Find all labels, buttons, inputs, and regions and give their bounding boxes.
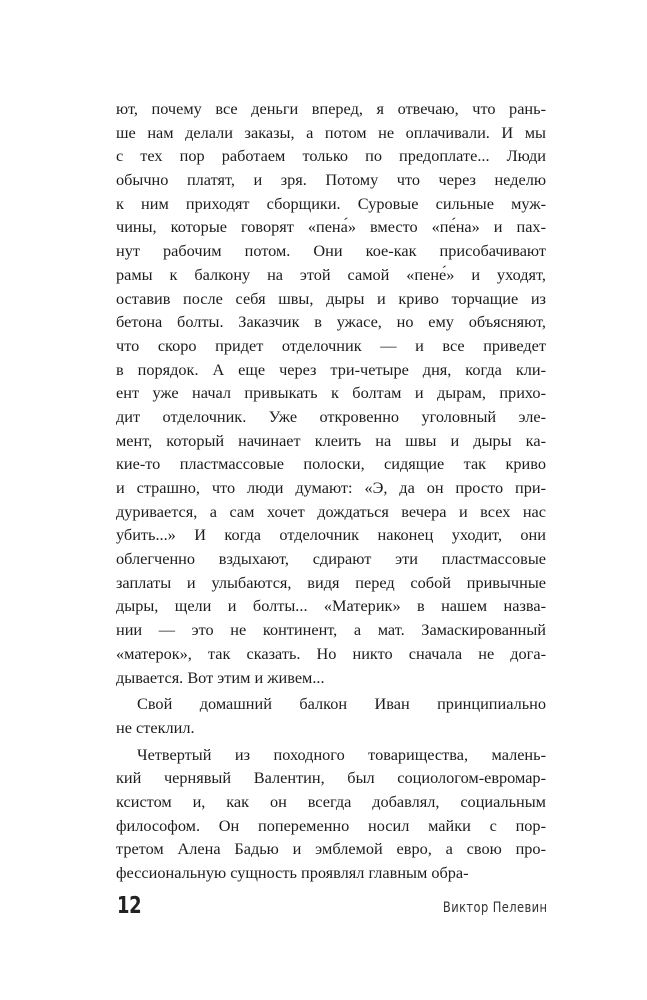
text-line: дыры, щели и болты... «Материк» в нашем назва-	[116, 596, 546, 616]
paragraph	[116, 692, 546, 739]
paragraph	[116, 97, 546, 689]
text-line: что скоро придет отделочник — и все приведет	[116, 335, 546, 355]
text-line: кие-то пластмассовые полоски, сидящие так криво	[116, 454, 546, 474]
text-line: не стеклил.	[116, 717, 195, 737]
text-line: ше нам делали заказы, а потом не оплачивали. И мы	[116, 122, 546, 142]
text-line: нут рабочим потом. Они кое-как присобачивают	[116, 241, 546, 261]
text-line: Свой домашний балкон Иван принципиально	[137, 694, 546, 714]
text-line: и страшно, что люди думают: «Э, да он просто при-	[116, 478, 546, 497]
text-line: заплаты и улыбаются, видя перед собой привычные	[116, 572, 546, 592]
text-line: Четвертый из походного товарищества, малень-	[137, 744, 546, 764]
running-head-author: Виктор Пелевин	[442, 900, 547, 916]
text-line: нии — это не континент, а мат. Замаскированный	[116, 620, 546, 640]
text-line: ксистом и, как он всегда добавлял, социальным	[116, 791, 546, 811]
text-line: кий чернявый Валентин, был социологом-евромар-	[116, 768, 546, 788]
text-line: третом Алена Бадью и эмблемой евро, а свою про-	[116, 839, 546, 859]
paragraph	[116, 743, 546, 885]
text-line: фессиональную сущность проявлял главным обра-	[116, 863, 469, 882]
text-line: дит отделочник. Уже откровенно уголовный эле-	[116, 406, 546, 426]
text-line: дывается. Вот этим и живем...	[116, 667, 325, 687]
text-line: к ним приходят сборщики. Суровые сильные муж-	[116, 193, 546, 213]
text-line: облегченно вздыхают, сдирают эти пластмассовые	[116, 549, 546, 569]
text-line: ют, почему все деньги вперед, я отвечаю, что рань-	[116, 99, 546, 118]
text-line: в порядок. А еще через три-четыре дня, когда кли-	[116, 359, 546, 379]
text-line: убить...» И когда отделочник наконец уходит, они	[116, 525, 546, 545]
text-line: мент, который начинает клеить на швы и дыры ка-	[116, 430, 546, 450]
text-line: бетона болты. Заказчик в ужасе, но ему объясняют,	[116, 312, 546, 332]
text-line: философом. Он попеременно носил майки с пор-	[116, 815, 546, 835]
text-line: дуривается, а сам хочет дождаться вечера и всех нас	[116, 501, 546, 521]
body-text	[116, 97, 546, 885]
text-line: чины, которые говорят «пена́» вместо «пе́на» и пах-	[116, 217, 546, 237]
text-line: ент уже начал привыкать к болтам и дырам, прихо-	[116, 383, 546, 403]
text-line: обычно платят, и зря. Потому что через неделю	[116, 170, 546, 190]
text-line: с тех пор работаем только по предоплате... Люди	[116, 146, 546, 166]
text-line: рамы к балкону на этой самой «пене́» и уходят,	[116, 264, 546, 284]
text-line: оставив после себя швы, дыры и криво торчащие из	[116, 288, 546, 308]
page-number: 12	[117, 893, 142, 919]
text-line: «матерок», так сказать. Но никто сначала не дога-	[116, 643, 546, 663]
